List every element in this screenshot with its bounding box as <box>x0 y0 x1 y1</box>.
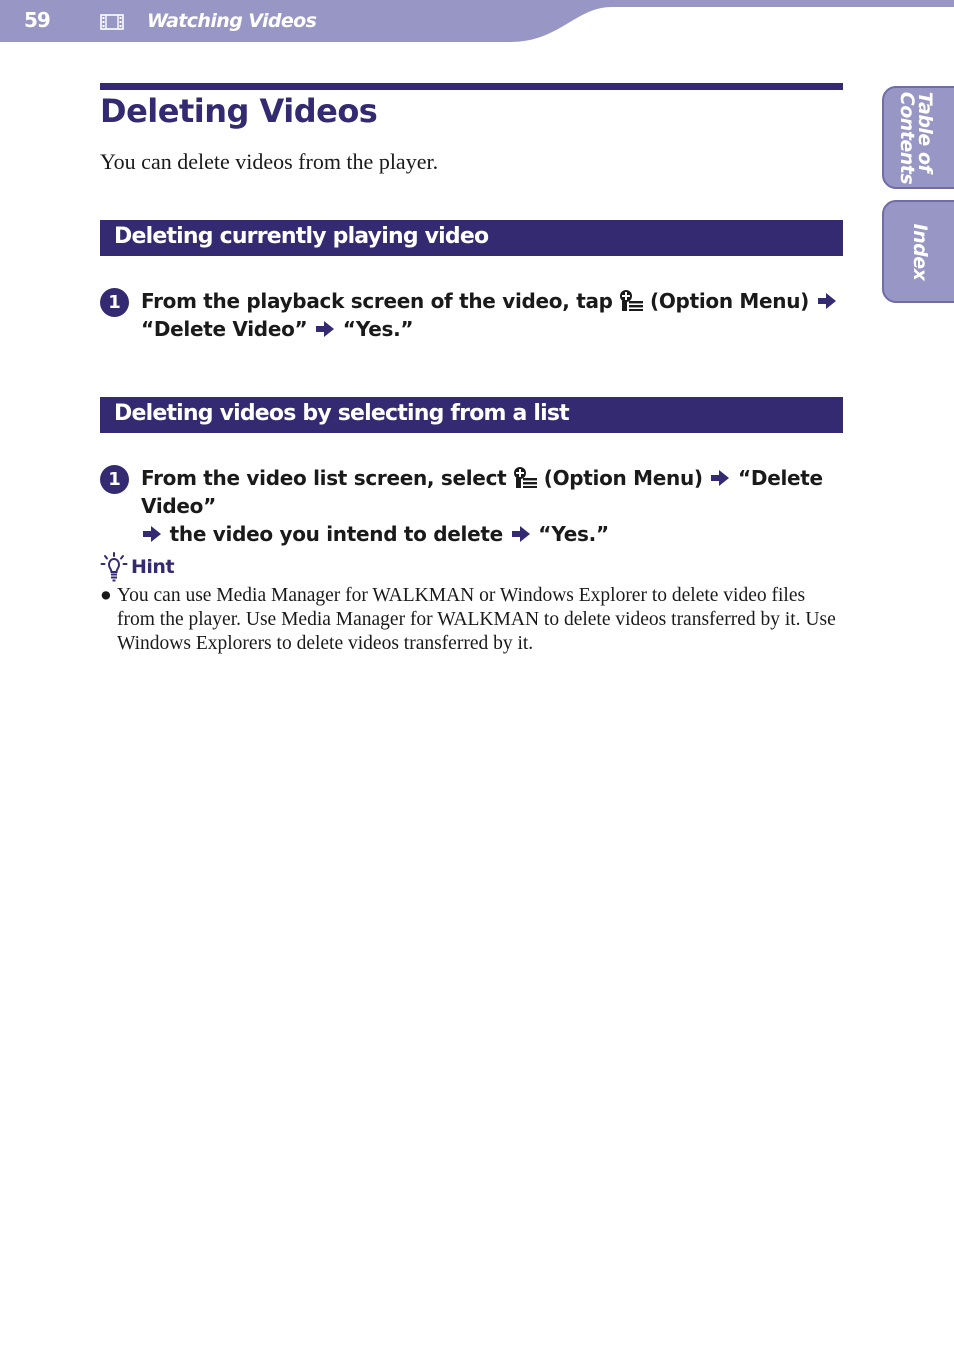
arrow-right-icon <box>316 321 334 337</box>
step-text-part: From the video list screen, select <box>141 466 514 490</box>
step-text-part: “Yes.” <box>531 522 609 546</box>
hint-text: You can use Media Manager for WALKMAN or Windows Explorer to delete video files from the player. Use Media Manager for WALKMAN to delete videos transferred by it. Use Windows Explorers to delete videos transferred by it. <box>117 585 836 654</box>
section-heading-currently-playing: Deleting currently playing video <box>100 220 843 256</box>
bullet-icon: ● <box>100 585 112 606</box>
option-menu-icon <box>513 466 537 488</box>
arrow-right-icon <box>143 526 161 542</box>
step-text-part: (Option Menu) <box>537 466 710 490</box>
intro-text: You can delete videos from the player. <box>100 149 439 174</box>
step-text-part: From the playback screen of the video, tap <box>141 289 620 313</box>
index-tab[interactable] <box>882 200 954 303</box>
arrow-right-icon <box>512 526 530 542</box>
step-instruction <box>141 464 851 548</box>
step-text-part: the video you intend to delete <box>163 522 510 546</box>
title-rule <box>100 83 843 90</box>
hint-body <box>100 584 845 656</box>
arrow-right-icon <box>818 293 836 309</box>
option-menu-icon <box>619 289 643 311</box>
step-text-part: “Delete Video” <box>141 317 315 341</box>
lightbulb-icon <box>100 552 128 582</box>
step-text-part: “Yes.” <box>336 317 414 341</box>
page-header <box>0 0 954 42</box>
index-tab-label: Index <box>909 223 932 280</box>
section-heading-select-from-list: Deleting videos by selecting from a list <box>100 397 843 433</box>
step-number-badge: 1 <box>100 288 129 317</box>
table-of-contents-tab[interactable] <box>882 86 954 189</box>
step-number-badge: 1 <box>100 465 129 494</box>
table-of-contents-tab-label: Table of Contents <box>895 91 936 184</box>
page-number: 59 <box>24 8 50 32</box>
page-title: Deleting Videos <box>100 92 378 130</box>
hint-label: Hint <box>131 556 175 578</box>
film-icon <box>100 14 124 30</box>
header-section-title: Watching Videos <box>147 10 317 32</box>
step-instruction <box>141 287 851 343</box>
arrow-right-icon <box>711 470 729 486</box>
header-band-shape <box>0 0 954 42</box>
step-text-part: “Delete Video” <box>141 466 823 518</box>
step-text-part: (Option Menu) <box>643 289 816 313</box>
